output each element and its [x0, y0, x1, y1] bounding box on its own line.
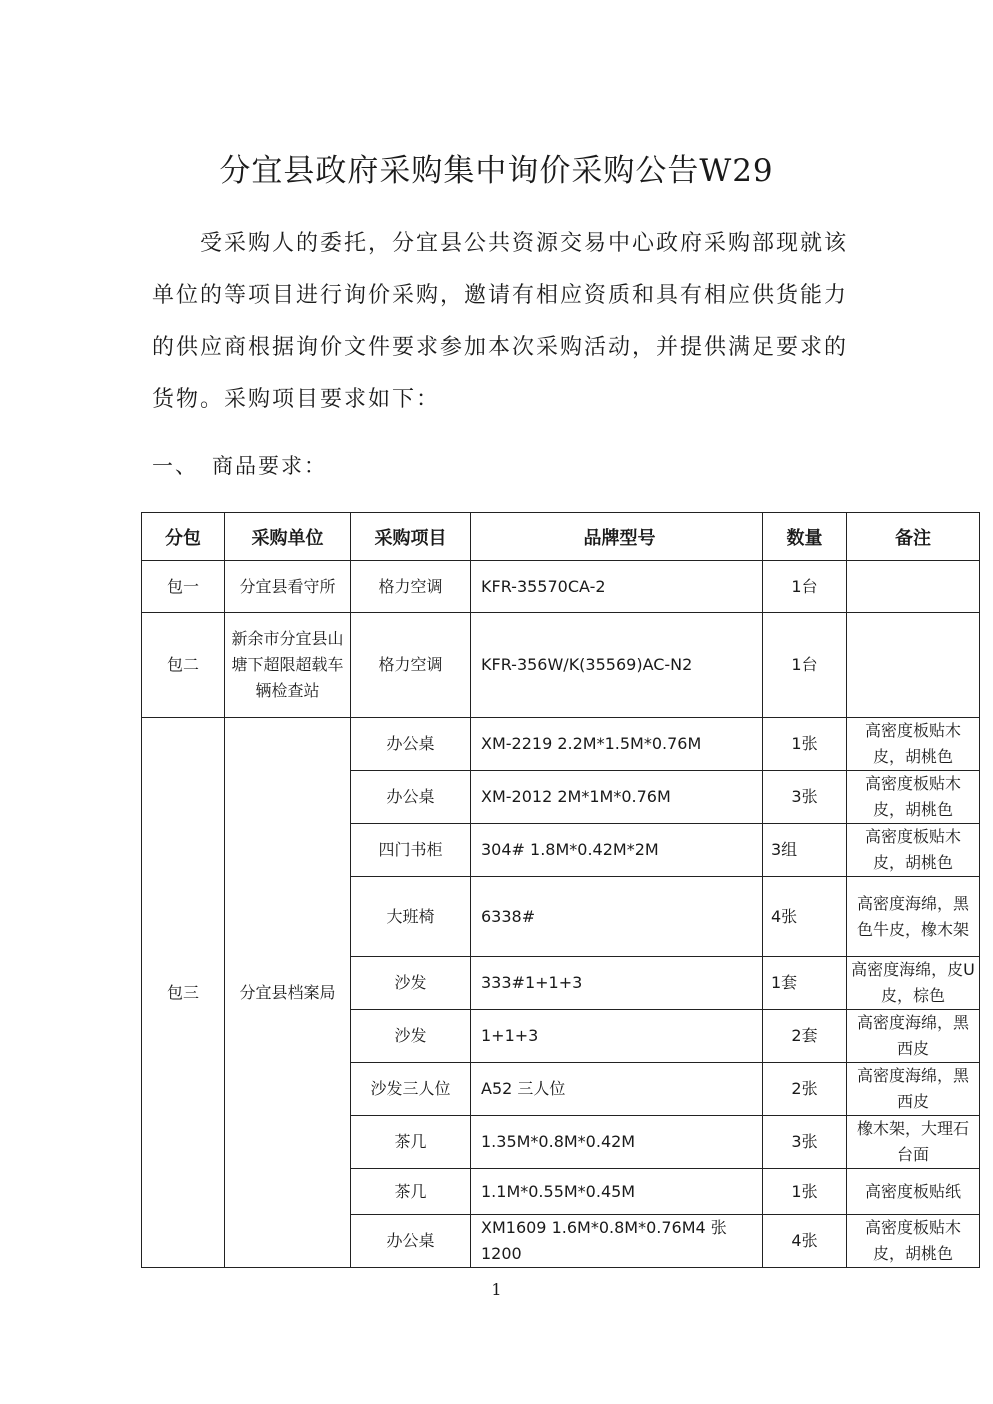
model-cell: XM1609 1.6M*0.8M*0.76M4 张 1200	[471, 1215, 763, 1268]
note-cell: 橡木架，大理石台面	[847, 1116, 980, 1169]
qty-cell: 1台	[763, 613, 847, 718]
page-number: 1	[491, 1280, 502, 1299]
item-cell: 办公桌	[351, 1215, 471, 1268]
header-item: 采购项目	[351, 513, 471, 561]
qty-cell: 1张	[763, 1169, 847, 1215]
note-cell: 高密度海绵，黑西皮	[847, 1010, 980, 1063]
model-cell: A52 三人位	[471, 1063, 763, 1116]
item-cell: 沙发	[351, 957, 471, 1010]
package-cell: 包一	[142, 561, 225, 613]
unit-cell: 分宜县看守所	[225, 561, 351, 613]
item-cell: 茶几	[351, 1116, 471, 1169]
package-cell: 包三	[142, 718, 225, 1268]
model-cell: KFR-35570CA-2	[471, 561, 763, 613]
qty-cell: 1套	[763, 957, 847, 1010]
item-cell: 办公桌	[351, 718, 471, 771]
model-cell: 6338#	[471, 877, 763, 957]
note-cell: 高密度板贴纸	[847, 1169, 980, 1215]
model-cell: 1.1M*0.55M*0.45M	[471, 1169, 763, 1215]
section-label: 商品要求：	[212, 454, 327, 478]
note-cell: 高密度板贴木皮，胡桃色	[847, 1215, 980, 1268]
item-cell: 茶几	[351, 1169, 471, 1215]
item-cell: 格力空调	[351, 561, 471, 613]
table-header-row	[142, 513, 980, 561]
header-note: 备注	[847, 513, 980, 561]
note-cell	[847, 561, 980, 613]
intro-line: 单位的等项目进行询价采购，邀请有相应资质和具有相应供货能力	[152, 283, 849, 308]
qty-cell: 1台	[763, 561, 847, 613]
qty-cell: 2套	[763, 1010, 847, 1063]
intro-line: 货物。采购项目要求如下：	[152, 387, 441, 412]
item-cell: 大班椅	[351, 877, 471, 957]
header-unit: 采购单位	[225, 513, 351, 561]
header-package: 分包	[142, 513, 225, 561]
model-cell: 333#1+1+3	[471, 957, 763, 1010]
model-cell: 304# 1.8M*0.42M*2M	[471, 824, 763, 877]
item-cell: 沙发	[351, 1010, 471, 1063]
qty-cell: 4张	[763, 877, 847, 957]
qty-cell: 3组	[763, 824, 847, 877]
model-cell: 1.35M*0.8M*0.42M	[471, 1116, 763, 1169]
table-row	[142, 561, 980, 613]
qty-cell: 3张	[763, 1116, 847, 1169]
header-model: 品牌型号	[471, 513, 763, 561]
model-cell: 1+1+3	[471, 1010, 763, 1063]
note-cell	[847, 613, 980, 718]
intro-line: 的供应商根据询价文件要求参加本次采购活动，并提供满足要求的	[152, 335, 849, 360]
section-heading	[152, 450, 327, 480]
intro-line: 受采购人的委托，分宜县公共资源交易中心政府采购部现就该	[200, 231, 849, 256]
section-number: 一、	[152, 454, 198, 478]
note-cell: 高密度板贴木皮，胡桃色	[847, 824, 980, 877]
note-cell: 高密度海绵，皮U皮，棕色	[847, 957, 980, 1010]
requirements-table	[141, 512, 980, 1268]
unit-cell: 分宜县档案局	[225, 718, 351, 1268]
note-cell: 高密度海绵，黑色牛皮，橡木架	[847, 877, 980, 957]
model-cell: XM-2219 2.2M*1.5M*0.76M	[471, 718, 763, 771]
unit-cell: 新余市分宜县山塘下超限超载车辆检查站	[225, 613, 351, 718]
item-cell: 格力空调	[351, 613, 471, 718]
qty-cell: 1张	[763, 718, 847, 771]
document-title: 分宜县政府采购集中询价采购公告W29	[219, 153, 774, 189]
package-cell: 包二	[142, 613, 225, 718]
qty-cell: 4张	[763, 1215, 847, 1268]
qty-cell: 2张	[763, 1063, 847, 1116]
model-cell: XM-2012 2M*1M*0.76M	[471, 771, 763, 824]
item-cell: 沙发三人位	[351, 1063, 471, 1116]
note-cell: 高密度海绵，黑西皮	[847, 1063, 980, 1116]
header-qty: 数量	[763, 513, 847, 561]
intro-paragraph	[152, 218, 849, 426]
item-cell: 办公桌	[351, 771, 471, 824]
note-cell: 高密度板贴木皮，胡桃色	[847, 771, 980, 824]
qty-cell: 3张	[763, 771, 847, 824]
note-cell: 高密度板贴木皮，胡桃色	[847, 718, 980, 771]
item-cell: 四门书柜	[351, 824, 471, 877]
table-row	[142, 613, 980, 718]
model-cell: KFR-356W/K(35569)AC-N2	[471, 613, 763, 718]
table-row	[142, 718, 980, 771]
